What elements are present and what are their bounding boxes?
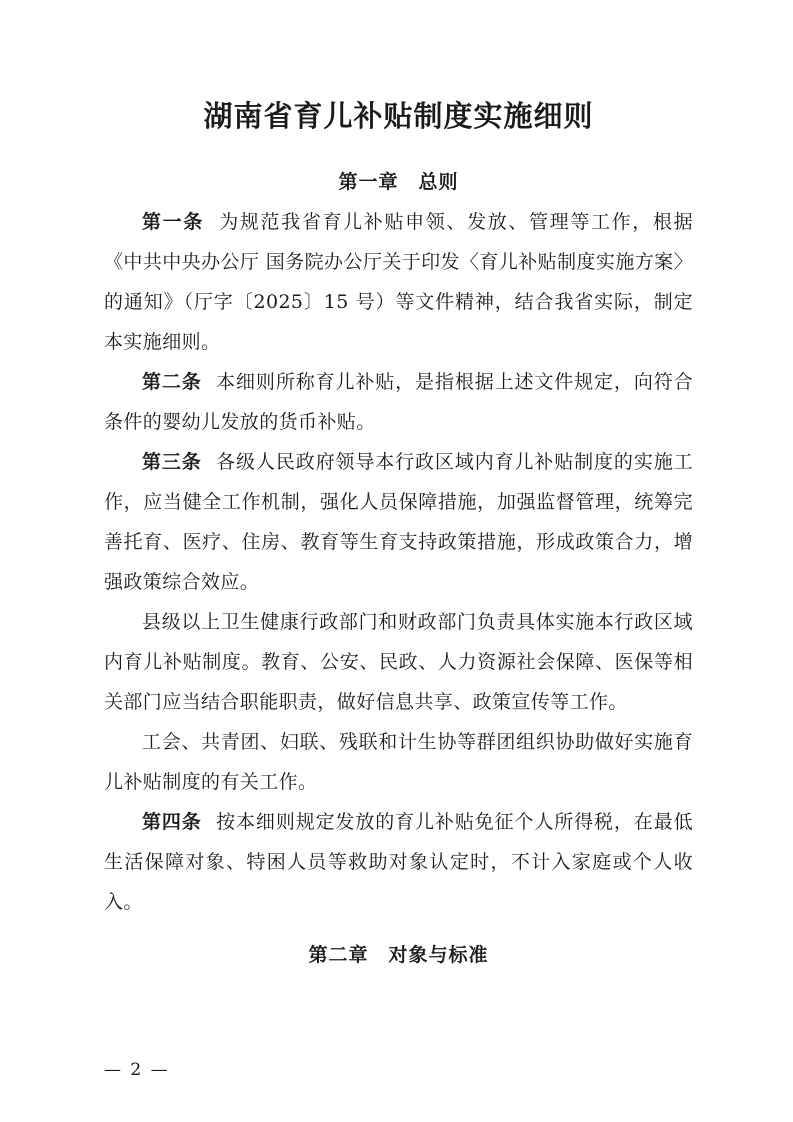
article-2 <box>104 362 693 442</box>
chapter-label: 第一章 <box>338 170 399 193</box>
article-4 <box>104 802 693 922</box>
chapter-heading-1 <box>104 167 693 194</box>
chapter-heading-2 <box>104 940 693 967</box>
paragraph-1: 县级以上卫生健康行政部门和财政部门负责具体实施本行政区域内育儿补贴制度。教育、公安、民政、人力资源社会保障、医保等相关部门应当结合职能职责，做好信息共享、政策宣传等工作。 <box>104 610 693 713</box>
chapter-name: 对象与标准 <box>388 943 489 966</box>
article-label: 第四条 <box>142 810 202 833</box>
chapter-name: 总则 <box>418 170 459 193</box>
article-text: 按本细则规定发放的育儿补贴免征个人所得税，在最低生活保障对象、特困人员等救助对象认定时，不计入家庭或个人收入。 <box>104 810 693 913</box>
article-text: 本细则所称育儿补贴，是指根据上述文件规定，向符合条件的婴幼儿发放的货币补贴。 <box>104 370 693 433</box>
article-label: 第一条 <box>142 210 204 233</box>
article-text: 各级人民政府领导本行政区域内育儿补贴制度的实施工作，应当健全工作机制，强化人员保障措施，加强监督管理，统筹完善托育、医疗、住房、教育等生育支持政策措施，形成政策合力，增强政策综合效应。 <box>104 450 693 593</box>
page-title: 湖南省育儿补贴制度实施细则 <box>203 99 594 133</box>
page-number: — 2 — <box>104 1060 170 1080</box>
chapter-label: 第二章 <box>308 943 369 966</box>
paragraph-2: 工会、共青团、妇联、残联和计生协等群团组织协助做好实施育儿补贴制度的有关工作。 <box>104 730 693 793</box>
article-3 <box>104 442 693 602</box>
article-label: 第三条 <box>142 450 202 473</box>
article-label: 第二条 <box>142 370 202 393</box>
article-text: 为规范我省育儿补贴申领、发放、管理等工作，根据《中共中央办公厅 国务院办公厅关于印发〈育儿补贴制度实施方案〉的通知》（厅字〔2025〕15 号）等文件精神，结合我省实际，制定本实施细则。 <box>104 210 694 353</box>
article-1 <box>104 202 693 362</box>
